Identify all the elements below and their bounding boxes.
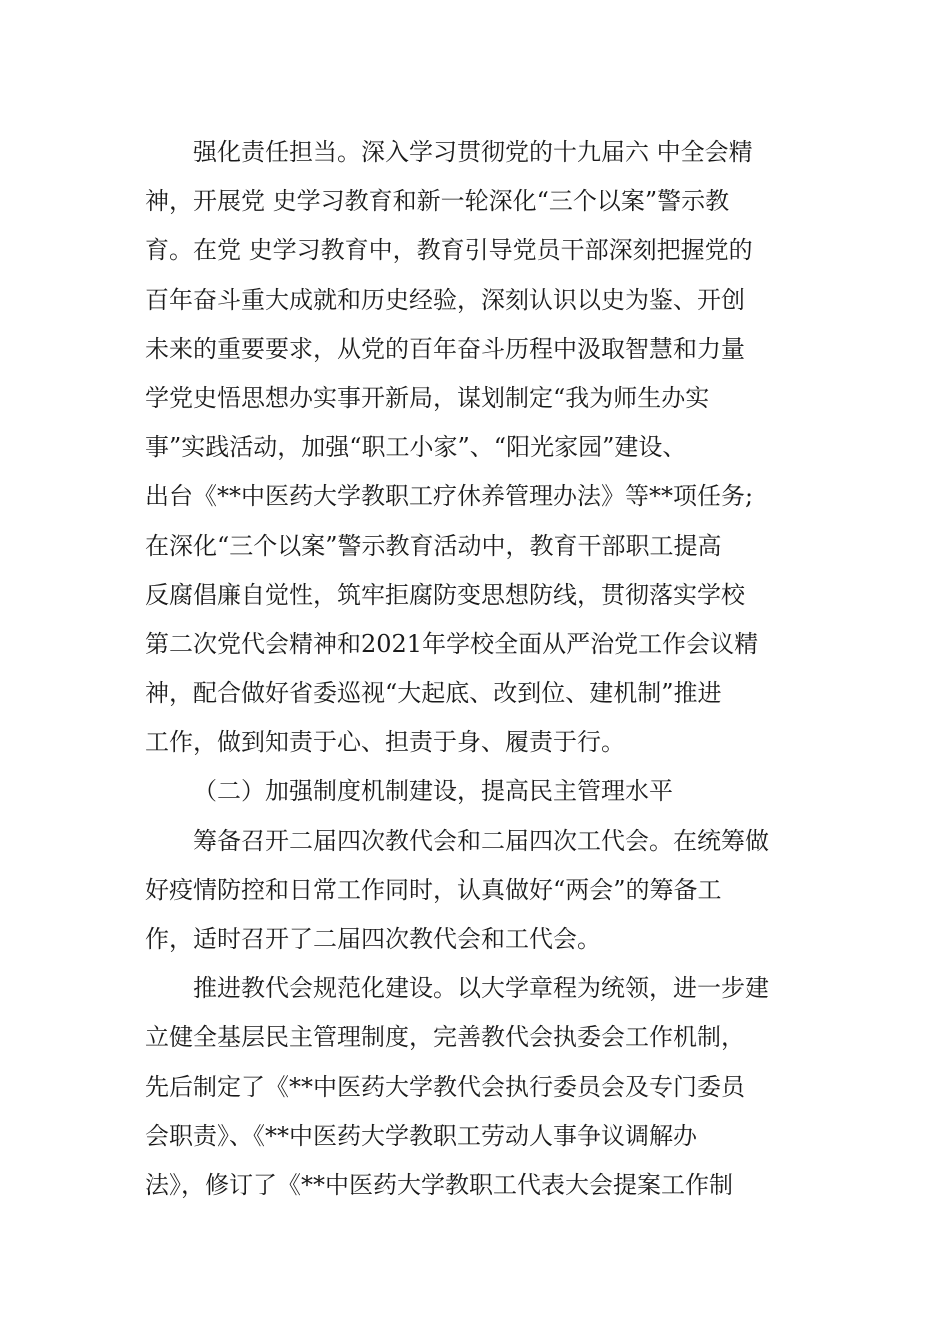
paragraph-line: 在深化“三个以案”警示教育活动中，教育干部职工提高 [145,531,722,560]
paragraph-line: 筹备召开二届四次教代会和二届四次工代会。在统筹做 [193,826,769,855]
paragraph-line: 先后制定了《**中医药大学教代会执行委员会及专门委员 [145,1072,745,1101]
paragraph-line: 出台《**中医药大学教职工疗休养管理办法》等**项任务; [145,482,754,511]
paragraph-line: 神，开展党 史学习教育和新一轮深化“三个以案”警示教 [145,187,730,216]
paragraph-line: 未来的重要要求，从党的百年奋斗历程中汲取智慧和力量 [145,334,745,363]
paragraph-line: 事”实践活动，加强“职工小家”、“阳光家园”建设、 [145,433,687,462]
paragraph-line: 反腐倡廉自觉性，筑牢拒腐防变思想防线，贯彻落实学校 [145,580,745,609]
paragraph-line: 第二次党代会精神和2021年学校全面从严治党工作会议精 [145,629,759,658]
paragraph-line: 推进教代会规范化建设。以大学章程为统领，进一步建 [193,974,769,1003]
paragraph-line: 好疫情防控和日常工作同时，认真做好“两会”的筹备工 [145,875,722,904]
document-body [145,128,815,1210]
paragraph-line: 百年奋斗重大成就和历史经验，深刻认识以史为鉴、开创 [145,285,745,314]
paragraph-line: 工作，做到知责于心、担责于身、履责于行。 [145,728,625,757]
paragraph-line: 神，配合做好省委巡视“大起底、改到位、建机制”推进 [145,679,722,708]
paragraph-line: 立健全基层民主管理制度，完善教代会执委会工作机制， [145,1023,745,1052]
paragraph-line: 强化责任担当。深入学习贯彻党的十九届六 中全会精 [193,138,753,166]
section-heading: （二）加强制度机制建设，提高民主管理水平 [193,777,673,806]
paragraph-line: 学党史悟思想办实事开新局，谋划制定“我为师生办实 [145,383,710,412]
paragraph-line: 会职责》、《**中医药大学教职工劳动人事争议调解办 [145,1121,697,1150]
paragraph-line: 育。在党 史学习教育中，教育引导党员干部深刻把握党的 [145,236,753,265]
paragraph-line: 法》，修订了《**中医药大学教职工代表大会提案工作制 [145,1170,733,1199]
paragraph-line: 作，适时召开了二届四次教代会和工代会。 [145,925,601,953]
